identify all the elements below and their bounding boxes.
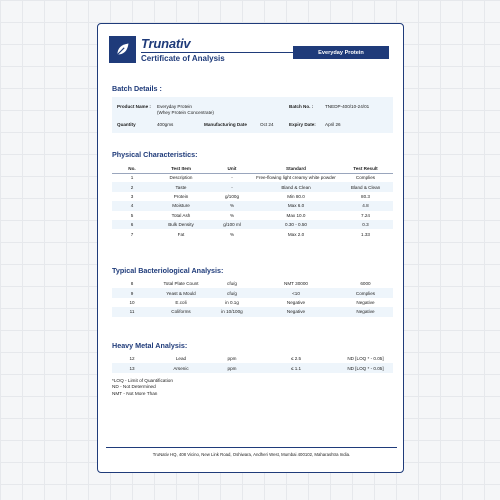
table-cell: 10 xyxy=(129,299,135,305)
table-cell: 7 xyxy=(130,231,134,237)
table-cell: Bland & Clean xyxy=(338,182,393,191)
table-row xyxy=(112,182,393,191)
column-header: Test Result xyxy=(338,164,393,173)
leaf-icon xyxy=(109,36,136,63)
table-cell: cfu/g xyxy=(210,288,254,297)
table-cell: E.coli xyxy=(175,299,187,305)
table-cell: <10 xyxy=(254,288,338,297)
footnote-nd: ND - Not Determined xyxy=(112,384,156,390)
table-row xyxy=(112,363,393,372)
product-name-value: Everyday Protein xyxy=(157,104,192,109)
product-pill: Everyday Protein xyxy=(293,46,389,59)
table-cell: 2 xyxy=(112,182,152,191)
table-row xyxy=(112,298,393,307)
heavy-metal-table xyxy=(112,354,393,373)
table-cell: in 0.1g xyxy=(225,299,239,305)
column-header: Unit xyxy=(210,164,254,173)
bacterio-table xyxy=(112,279,393,317)
table-cell: Complies xyxy=(338,288,393,297)
quantity-value: 400gms xyxy=(157,122,174,127)
table-cell: Negative xyxy=(338,307,393,316)
table-cell: Yeast & Mould xyxy=(152,288,210,297)
table-cell: in 10/100g xyxy=(210,307,254,316)
table-cell: Lead xyxy=(175,356,187,362)
table-cell: Max 10.0 xyxy=(286,212,306,218)
table-cell: Taste xyxy=(152,182,210,191)
table-cell: Total Ash xyxy=(171,212,191,218)
table-cell: 80.3 xyxy=(361,193,370,199)
table-cell: % xyxy=(229,231,235,237)
table-row xyxy=(112,307,393,316)
table-cell: % xyxy=(210,201,254,210)
table-cell: ppm xyxy=(210,363,254,372)
heavy-metal-heading: Heavy Metal Analysis: xyxy=(112,341,188,350)
table-row xyxy=(112,211,393,220)
table-cell: 6000 xyxy=(360,281,371,287)
table-cell: Complies xyxy=(355,175,376,181)
table-row xyxy=(112,220,393,229)
mfg-date-label: Manufacturing Date xyxy=(204,122,247,127)
footer-divider xyxy=(106,447,397,448)
table-cell: Protein xyxy=(173,193,189,199)
table-cell: ≤ 1.1 xyxy=(254,363,338,372)
table-cell: Fat xyxy=(177,231,185,237)
column-header: Standard xyxy=(254,164,338,173)
table-cell: 4 xyxy=(112,201,152,210)
table-cell: Negative xyxy=(286,299,306,305)
column-header: Test Item xyxy=(152,164,210,173)
table-cell: 0.3 xyxy=(338,220,393,229)
table-cell: Max 2.0 xyxy=(287,231,305,237)
table-cell: Bland & Clean xyxy=(254,182,338,191)
table-cell: 11 xyxy=(112,307,152,316)
table-cell: 1 xyxy=(130,175,134,181)
table-row xyxy=(112,192,393,201)
table-cell: 12 xyxy=(129,356,135,362)
table-cell: ND [LOQ * - 0.05] xyxy=(338,363,393,372)
footnotes xyxy=(112,378,173,397)
table-cell: 13 xyxy=(112,363,152,372)
table-row xyxy=(112,201,393,210)
table-cell: Max 6.0 xyxy=(254,201,338,210)
batch-details-box xyxy=(112,97,393,133)
bacterio-heading: Typical Bacteriological Analysis: xyxy=(112,266,224,275)
certificate-card xyxy=(97,23,404,473)
table-cell: Negative xyxy=(356,299,375,305)
table-cell: - xyxy=(231,175,233,181)
table-cell: 3 xyxy=(130,193,134,199)
column-header: No. xyxy=(112,164,152,173)
product-name-label: Product Name : xyxy=(117,104,151,109)
table-row xyxy=(112,279,393,288)
table-cell: ppm xyxy=(227,356,237,362)
table-cell: % xyxy=(229,212,235,218)
expiry-date-value: April 26 xyxy=(325,122,341,127)
physical-heading: Physical Characteristics: xyxy=(112,150,198,159)
batch-no-label: Batch No. : xyxy=(289,104,314,109)
table-cell: cfu/g xyxy=(227,281,237,287)
physical-table xyxy=(112,164,393,239)
table-cell: Negative xyxy=(254,307,338,316)
expiry-date-label: Expiry Date: xyxy=(289,122,316,127)
table-cell: 1.33 xyxy=(361,231,370,237)
footer-address: TruNativ HQ, 408 Vicino, New Link Road, Oshiwara, Andheri West, Mumbai 400102, Maharashtra India. xyxy=(152,452,351,457)
table-cell: 0.30 - 0.50 xyxy=(254,220,338,229)
batch-details-heading: Batch Details : xyxy=(112,84,162,93)
table-cell: Total Plate Count xyxy=(163,281,199,287)
table-cell: Description xyxy=(169,175,193,181)
table-cell: 4.8 xyxy=(338,201,393,210)
title-divider xyxy=(141,52,293,53)
table-cell: NMT 30000 xyxy=(284,281,308,287)
table-cell: ≤ 2.5 xyxy=(290,356,302,362)
table-row xyxy=(112,173,393,182)
table-cell: Free-flowing light creamy white powder xyxy=(256,175,336,181)
table-cell: Min 80.0 xyxy=(287,193,305,199)
footnote-nmt: NMT - Not More Than xyxy=(112,390,158,396)
table-cell: 6 xyxy=(112,220,152,229)
table-cell: 7.24 xyxy=(361,212,370,218)
table-row xyxy=(112,229,393,238)
table-cell: Arsenic xyxy=(152,363,210,372)
table-row xyxy=(112,354,393,363)
product-name-sub: (Whey Protein Concentrate) xyxy=(157,110,214,115)
table-row xyxy=(112,288,393,297)
document-title: Certificate of Analysis xyxy=(141,54,225,63)
table-cell: 8 xyxy=(130,281,134,287)
quantity-label: Quantity xyxy=(117,122,136,127)
table-cell: - xyxy=(210,182,254,191)
mfg-date-value: Oct 24 xyxy=(260,122,274,127)
table-cell: g/100g xyxy=(224,193,240,199)
table-cell: g/100 ml xyxy=(210,220,254,229)
table-cell: 5 xyxy=(130,212,134,218)
table-cell: 9 xyxy=(112,288,152,297)
table-cell: Coliforms xyxy=(152,307,210,316)
batch-no-value: TNEDP-400/10-24/01 xyxy=(325,104,370,109)
table-cell: ND [LOQ * - 0.05] xyxy=(347,356,384,362)
footnote-loq: *LOQ - Limit of Quantification xyxy=(112,378,173,383)
table-cell: Bulk Density xyxy=(152,220,210,229)
brand-name: Trunativ xyxy=(141,36,191,51)
table-cell: Moisture xyxy=(152,201,210,210)
